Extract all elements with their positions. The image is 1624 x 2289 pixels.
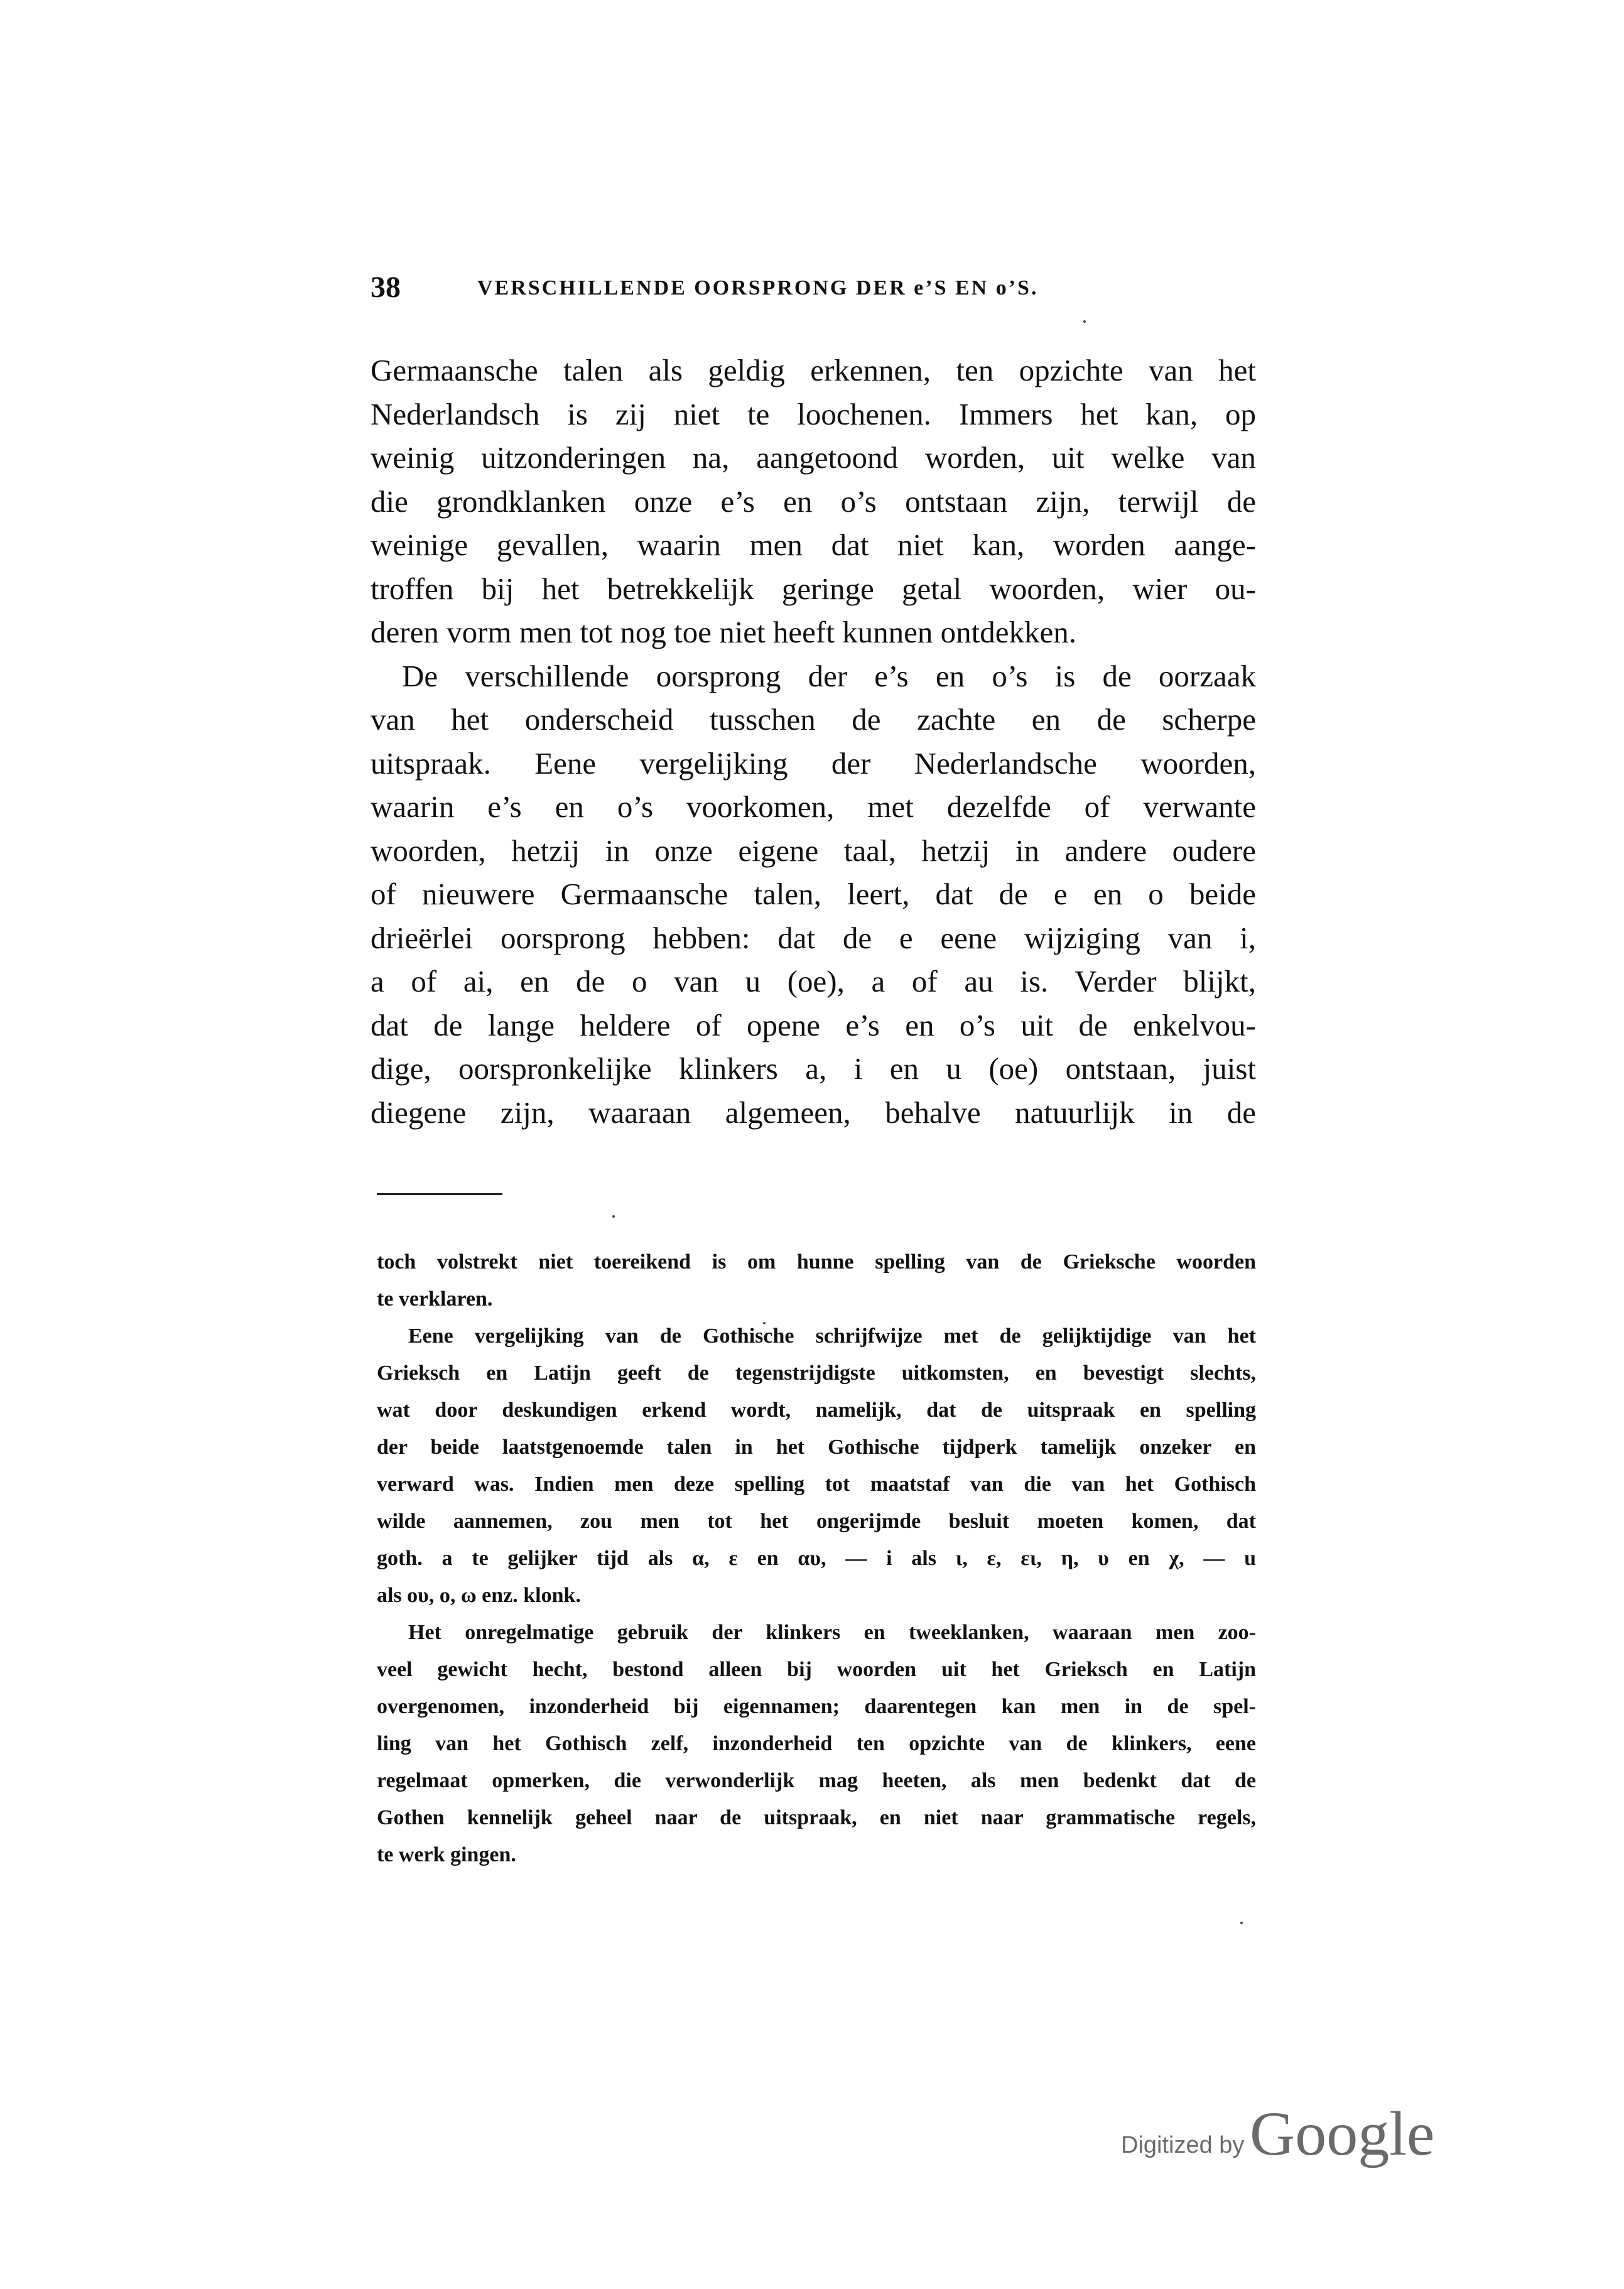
footnote-line: Eene vergelijking van de Gothische schrijfwijze met de gelijktijdige van het (408, 1324, 1256, 1348)
footnote-line: veel gewicht hecht, bestond alleen bij woorden uit het Grieksch en Latijn (377, 1658, 1256, 1681)
footnote-divider (377, 1193, 502, 1195)
text-line: die grondklanken onze e’s en o’s ontstaan zijn, terwijl de (371, 484, 1256, 519)
footnote-line: ling van het Gothisch zelf, inzonderheid ten opzichte van de klinkers, eene (377, 1732, 1256, 1755)
footnote-line: wilde aannemen, zou men tot het ongerijmde besluit moeten komen, dat (377, 1510, 1256, 1533)
running-title: VERSCHILLENDE OORSPRONG DER e’S EN o’S. (477, 276, 1039, 300)
digitized-by-google-watermark (1121, 2097, 1473, 2167)
page-header (371, 270, 1294, 314)
footnote-line: overgenomen, inzonderheid bij eigennamen; daarentegen kan men in de spel- (377, 1695, 1256, 1718)
footnote-line: goth. a te gelijker tijd als α, ε en αυ, — i als ι, ε, ει, η, υ en χ, — u (377, 1547, 1256, 1570)
footnote-line: te werk gingen. (377, 1843, 516, 1866)
page-number: 38 (371, 271, 401, 304)
google-logo-text: Google (1250, 2099, 1435, 2168)
footnote-line: der beide laatstgenoemde talen in het Gothische tijdperk tamelijk onzeker en (377, 1436, 1256, 1459)
text-line: diegene zijn, waaraan algemeen, behalve natuurlijk in de (371, 1095, 1256, 1130)
text-line: dat de lange heldere of opene e’s en o’s uit de enkelvou- (371, 1007, 1256, 1042)
text-line: weinige gevallen, waarin men dat niet kan, worden aange- (371, 528, 1256, 562)
footnote-line: wat door deskundigen erkend wordt, namelijk, dat de uitspraak en spelling (377, 1399, 1256, 1422)
speck-mark (763, 1322, 766, 1324)
text-line: Nederlandsch is zij niet te loochenen. Immers het kan, op (371, 396, 1256, 431)
text-line: of nieuwere Germaansche talen, leert, dat de e en o beide (371, 877, 1256, 911)
footnote-line: Grieksch en Latijn geeft de tegenstrijdigste uitkomsten, en bevestigt slechts, (377, 1361, 1256, 1385)
text-line: deren vorm men tot nog toe niet heeft kunnen ontdekken. (371, 615, 1076, 649)
footnote-line: verward was. Indien men deze spelling tot maatstaf van die van het Gothisch (377, 1473, 1256, 1496)
text-line: weinig uitzonderingen na, aangetoond worden, uit welke van (371, 440, 1256, 475)
footnote-line: Het onregelmatige gebruik der klinkers en tweeklanken, waaraan men zoo- (408, 1621, 1256, 1644)
text-line: dige, oorspronkelijke klinkers a, i en u (oe) ontstaan, juist (371, 1051, 1256, 1086)
text-line: woorden, hetzij in onze eigene taal, hetzij in andere oudere (371, 833, 1256, 868)
text-line: van het onderscheid tusschen de zachte en de scherpe (371, 702, 1256, 737)
text-line: a of ai, en de o van u (oe), a of au is. Verder blijkt, (371, 964, 1256, 998)
watermark-digitized-label: Digitized by (1121, 2132, 1245, 2158)
footnote-block (377, 1243, 1256, 1873)
speck-mark (1083, 320, 1086, 323)
footnote-line: regelmaat opmerken, die verwonderlijk mag heeten, als men bedenkt dat de (377, 1769, 1256, 1792)
text-line: troffen bij het betrekkelijk geringe getal woorden, wier ou- (371, 571, 1256, 606)
footnote-line: als ου, ο, ω enz. klonk. (377, 1584, 581, 1607)
text-line: Germaansche talen als geldig erkennen, ten opzichte van het (371, 353, 1256, 387)
speck-mark (1240, 1922, 1243, 1924)
text-line: uitspraak. Eene vergelijking der Nederlandsche woorden, (371, 745, 1256, 781)
text-line: drieërlei oorsprong hebben: dat de e eene wijziging van i, (371, 920, 1256, 955)
main-text (371, 349, 1256, 1134)
text-line: De verschillende oorsprong der e’s en o’s is de oorzaak (402, 658, 1256, 693)
footnote-line: toch volstrekt niet toereikend is om hunne spelling van de Grieksche woorden (377, 1250, 1256, 1274)
text-line: waarin e’s en o’s voorkomen, met dezelfde of verwante (371, 789, 1256, 824)
footnote-line: te verklaren. (377, 1287, 493, 1311)
speck-mark (612, 1215, 615, 1218)
footnote-line: Gothen kennelijk geheel naar de uitspraak, en niet naar grammatische regels, (377, 1806, 1256, 1829)
